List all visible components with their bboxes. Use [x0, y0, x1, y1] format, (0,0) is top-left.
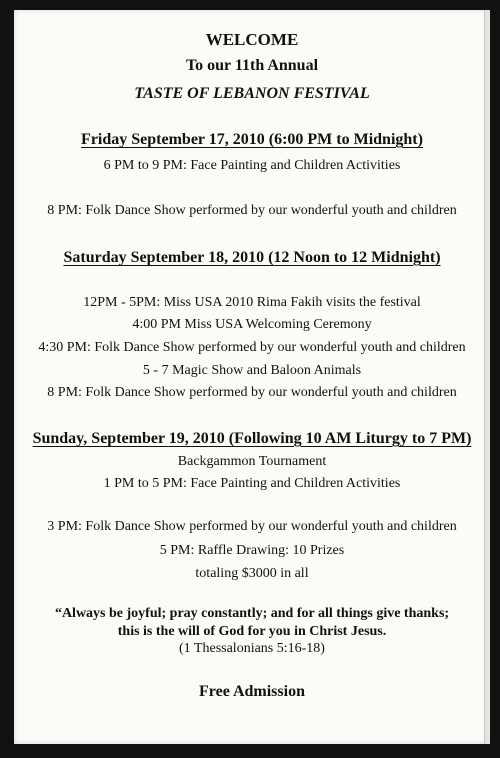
sunday-event: 5 PM: Raffle Drawing: 10 Prizes: [159, 543, 345, 558]
friday-event: 6 PM to 9 PM: Face Painting and Children Activities: [103, 158, 401, 173]
saturday-event: 4:00 PM Miss USA Welcoming Ceremony: [132, 317, 372, 332]
scripture-quote-line: “Always be joyful; pray constantly; and for all things give thanks;: [54, 606, 450, 621]
free-admission-label: Free Admission: [199, 683, 305, 700]
sunday-event: 3 PM: Folk Dance Show performed by our wonderful youth and children: [47, 519, 457, 534]
saturday-event: 12PM - 5PM: Miss USA 2010 Rima Fakih visits the festival: [83, 295, 421, 310]
saturday-event: 8 PM: Folk Dance Show performed by our wonderful youth and children: [47, 385, 457, 400]
sunday-event: Backgammon Tournament: [177, 454, 327, 469]
sunday-heading: Sunday, September 19, 2010 (Following 10 AM Liturgy to 7 PM): [32, 430, 472, 447]
friday-event: 8 PM: Folk Dance Show performed by our wonderful youth and children: [47, 203, 457, 218]
paper-edge: [484, 10, 489, 744]
saturday-heading: Saturday September 18, 2010 (12 Noon to 12 Midnight): [63, 249, 441, 266]
saturday-event: 5 - 7 Magic Show and Baloon Animals: [142, 363, 362, 378]
saturday-event: 4:30 PM: Folk Dance Show performed by our wonderful youth and children: [38, 340, 466, 355]
friday-heading: Friday September 17, 2010 (6:00 PM to Midnight): [81, 131, 423, 148]
sunday-event: 1 PM to 5 PM: Face Painting and Children Activities: [103, 476, 401, 491]
scripture-quote-line: this is the will of God for you in Christ Jesus.: [117, 624, 387, 639]
annual-subheading: To our 11th Annual: [185, 57, 319, 74]
sunday-event: totaling $3000 in all: [195, 566, 309, 581]
scripture-citation: (1 Thessalonians 5:16-18): [179, 641, 325, 656]
festival-title: TASTE OF LEBANON FESTIVAL: [134, 85, 370, 102]
flyer-page: [14, 10, 490, 744]
welcome-heading: WELCOME: [205, 30, 299, 49]
